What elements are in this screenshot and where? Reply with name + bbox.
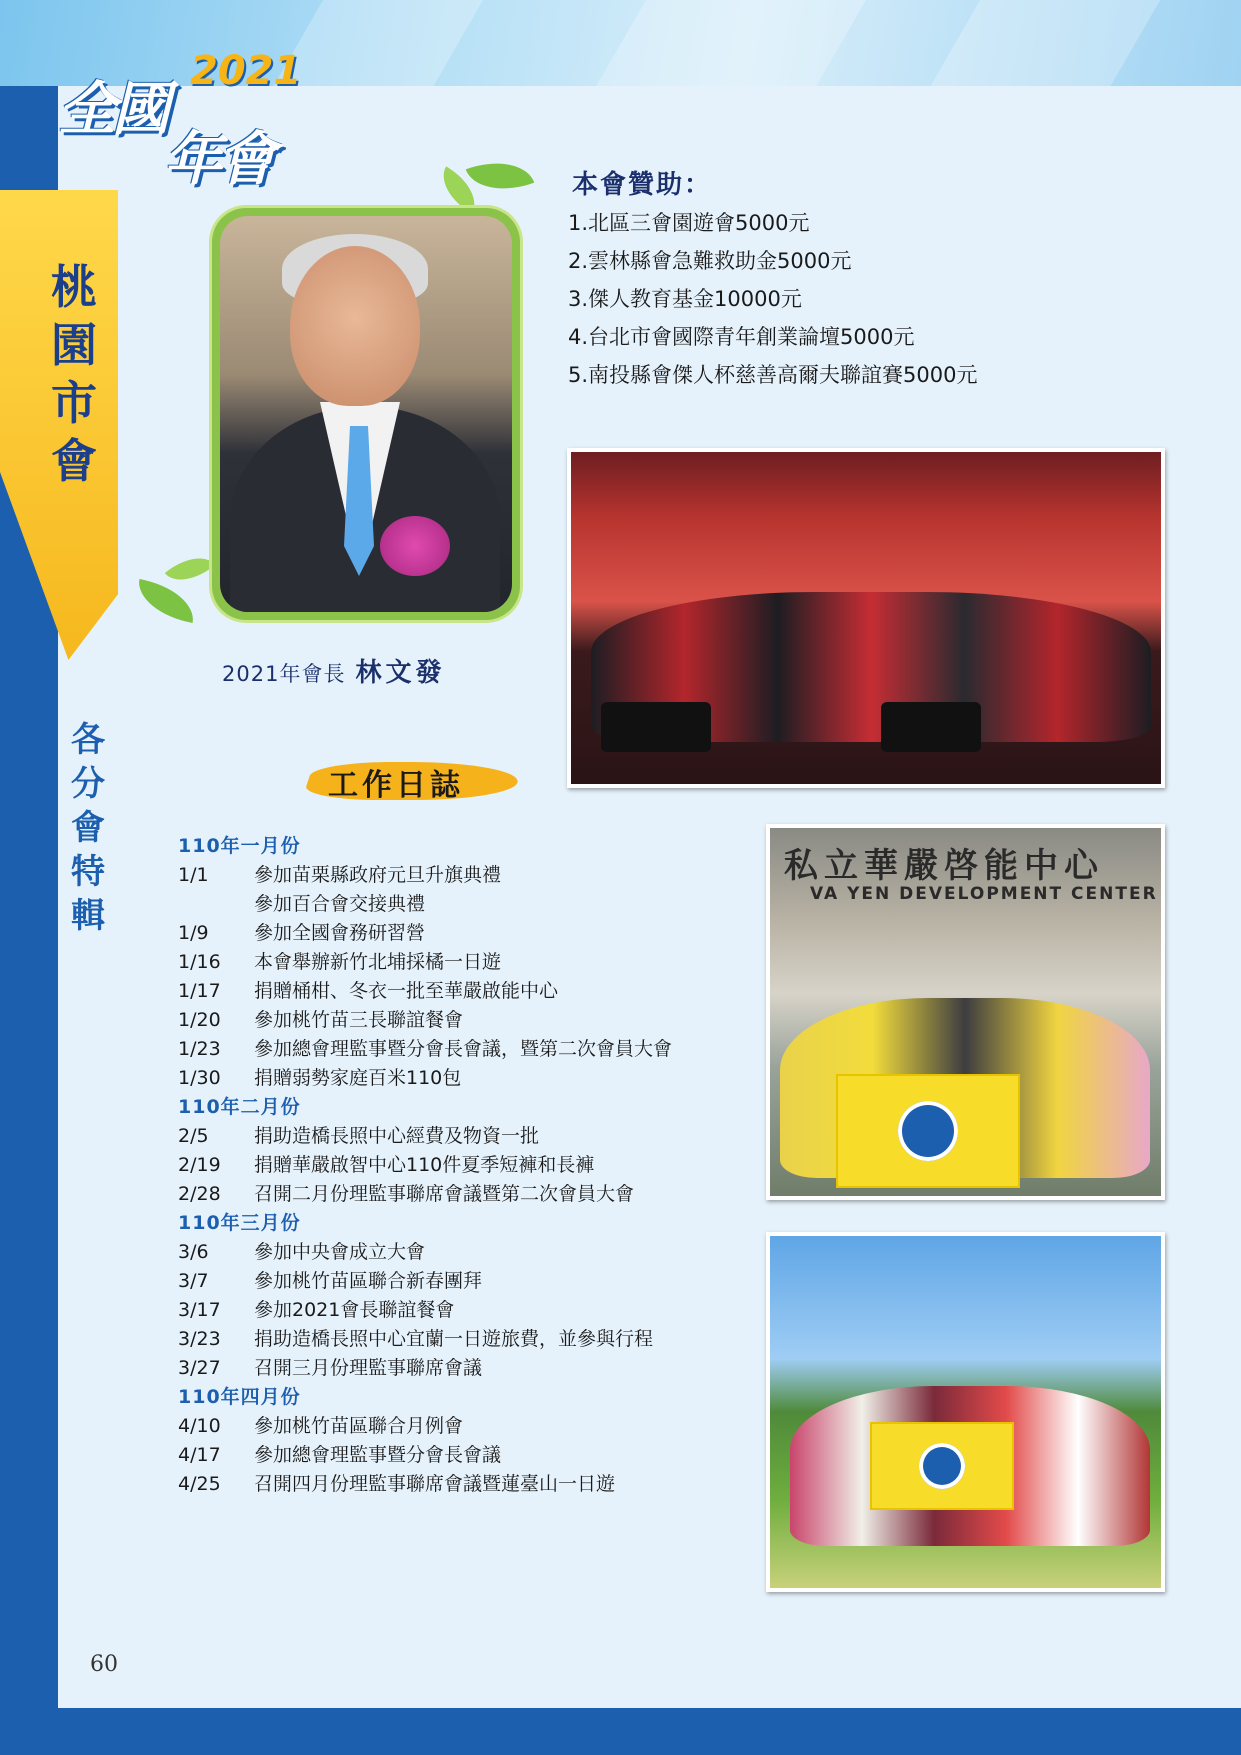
worklog-title: 工作日誌: [328, 768, 464, 803]
worklog-entry: 3/6 參加中央會成立大會: [178, 1241, 426, 1263]
worklog-entry: 3/27 召開三月份理監事聯席會議: [178, 1357, 483, 1379]
worklog-entry: 3/23 捐助造橋長照中心宜蘭一日遊旅費，並參與行程: [178, 1328, 654, 1350]
sponsorship-item: 4.台北市會國際青年創業論壇5000元: [568, 325, 915, 349]
logo-line2: 年會: [164, 125, 273, 193]
club-title: 桃園市會: [51, 260, 97, 488]
worklog-entry: 2/28 召開二月份理監事聯席會議暨第二次會員大會: [178, 1183, 635, 1205]
president-caption: [222, 652, 445, 689]
sponsorship-item: 5.南投縣會傑人杯慈善高爾夫聯誼賽5000元: [568, 363, 978, 387]
worklog-entry: 3/17 參加2021會長聯誼餐會: [178, 1299, 455, 1321]
worklog-entry: 4/17 參加總會理監事暨分會長會議: [178, 1444, 502, 1466]
president-name: 林文發: [355, 658, 446, 688]
page-number: 60: [90, 1652, 118, 1677]
worklog-month-label: 110年三月份: [178, 1212, 301, 1234]
sponsorship-heading: 本會贊助：: [572, 170, 713, 200]
worklog-entry: 1/9 參加全國會務研習營: [178, 922, 426, 944]
worklog-entry: 4/25 召開四月份理監事聯席會議暨蓮臺山一日遊: [178, 1473, 616, 1495]
worklog-entry: 2/5 捐助造橋長照中心經費及物資一批: [178, 1125, 540, 1147]
sponsorship-item: 3.傑人教育基金10000元: [568, 287, 802, 311]
portrait-photo: [220, 216, 512, 612]
center-sign: 私立華嚴啓能中心: [784, 846, 1104, 886]
section-title: 各分會特輯: [71, 720, 105, 936]
worklog-entry: 4/10 參加桃竹苗區聯合月例會: [178, 1415, 464, 1437]
worklog-entry: 1/20 參加桃竹苗三長聯誼餐會: [178, 1009, 464, 1031]
worklog-entry: 3/7 參加桃竹苗區聯合新春團拜: [178, 1270, 483, 1292]
center-sign-sub: VA YEN DEVELOPMENT CENTER: [810, 884, 1158, 904]
worklog-entry: 1/16 本會舉辦新竹北埔採橘一日遊: [178, 951, 502, 973]
worklog-list: [178, 832, 768, 1499]
worklog-month-label: 110年一月份: [178, 835, 301, 857]
worklog-title-badge: [318, 754, 518, 808]
sponsorship-list: [568, 204, 977, 394]
worklog-entry: 2/19 捐贈華嚴啟智中心110件夏季短褲和長褲: [178, 1154, 595, 1176]
logo-line1: 全國: [58, 75, 167, 143]
worklog-entry: 1/17 捐贈桶柑、冬衣一批至華嚴啟能中心: [178, 980, 559, 1002]
worklog-entry: 1/30 捐贈弱勢家庭百米110包: [178, 1067, 462, 1089]
worklog-entry: 參加百合會交接典禮: [254, 893, 426, 915]
group-photo-stage: [567, 448, 1165, 788]
sponsorship-item: 1.北區三會園遊會5000元: [568, 211, 810, 235]
worklog-month-label: 110年四月份: [178, 1386, 301, 1408]
event-logo: [52, 44, 312, 193]
logo-year: 2021: [190, 48, 302, 94]
worklog-month-label: 110年二月份: [178, 1096, 301, 1118]
group-photo-orchard: [766, 1232, 1165, 1592]
worklog-entry: 1/1 參加苗栗縣政府元旦升旗典禮: [178, 864, 502, 886]
sponsorship-item: 2.雲林縣會急難救助金5000元: [568, 249, 852, 273]
worklog-entry: 1/23 參加總會理監事暨分會長會議，暨第二次會員大會: [178, 1038, 673, 1060]
group-photo-center: [766, 824, 1165, 1200]
president-caption-label: 2021年會長: [222, 662, 346, 686]
corsage: [380, 516, 450, 576]
president-portrait: [212, 208, 520, 620]
bottom-bar: [0, 1708, 1241, 1755]
